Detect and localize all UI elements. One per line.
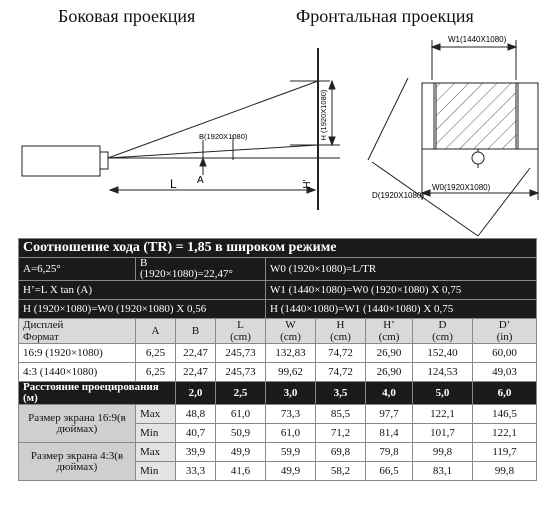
screen-4x3-max-row [19, 443, 537, 462]
summary-row-1 [19, 258, 537, 281]
cell: 74,72 [316, 344, 366, 363]
summary-title: Соотношение хода (TR) = 1,85 в широком режиме [19, 239, 537, 258]
cell: 97,7 [366, 405, 413, 424]
summary-hprime: H’=L X tan (A) [19, 281, 266, 300]
col-d: D (cm) [413, 319, 473, 344]
label-d: D(1920X1080) [372, 191, 425, 200]
label-b: B(1920X1080) [199, 132, 248, 141]
table-row-4x3 [19, 363, 537, 382]
label-w0: W0(1920X1080) [432, 183, 491, 192]
cell: 49,9 [266, 462, 316, 481]
cell: 66,5 [366, 462, 413, 481]
col-l: L (cm) [216, 319, 266, 344]
cell: 49,9 [216, 443, 266, 462]
cell: 3,0 [266, 382, 316, 405]
cell: 245,73 [216, 344, 266, 363]
col-b: B [176, 319, 216, 344]
side-view [22, 48, 340, 210]
cell: 69,8 [316, 443, 366, 462]
cell: 61,0 [216, 405, 266, 424]
cell: 245,73 [216, 363, 266, 382]
cell: 48,8 [176, 405, 216, 424]
summary-w0: W0 (1920×1080)=L/TR [266, 258, 537, 281]
cell: 22,47 [176, 344, 216, 363]
summary-row-3 [19, 300, 537, 319]
distance-row [19, 382, 537, 405]
cell: 58,2 [316, 462, 366, 481]
column-header-row [19, 319, 537, 344]
screen-16x9-label: Размер экрана 16:9(в дюймах) [19, 405, 136, 443]
row-format: 16:9 (1920×1080) [19, 344, 136, 363]
front-view-heading: Фронтальная проекция [296, 6, 474, 26]
cell: 50,9 [216, 424, 266, 443]
cell: 122,1 [473, 424, 537, 443]
col-w: W (cm) [266, 319, 316, 344]
col-h: H (cm) [316, 319, 366, 344]
kind-max: Max [136, 443, 176, 462]
cell: 81,4 [366, 424, 413, 443]
cell: 122,1 [413, 405, 473, 424]
label-hprime: H' [302, 179, 313, 189]
col-hprime: H’ (cm) [366, 319, 413, 344]
projector-lens [100, 152, 108, 169]
summary-title-row [19, 239, 537, 258]
cell: 5,0 [413, 382, 473, 405]
cell: 6,25 [136, 344, 176, 363]
cell: 40,7 [176, 424, 216, 443]
summary-h1440: H (1440×1080)=W1 (1440×1080) X 0,75 [266, 300, 537, 319]
cell: 6,0 [473, 382, 537, 405]
screen-4x3-label: Размер экрана 4:3(в дюймах) [19, 443, 136, 481]
cell: 26,90 [366, 363, 413, 382]
col-display-format: Дисплей Формат [19, 319, 136, 344]
cell: 132,83 [266, 344, 316, 363]
summary-a: A=6,25° [19, 258, 136, 281]
summary-row-2 [19, 281, 537, 300]
cell: 99,8 [473, 462, 537, 481]
dim-l-arrow-left [110, 187, 118, 193]
cell: 26,90 [366, 344, 413, 363]
cell: 41,6 [216, 462, 266, 481]
diag-ext-bottom [478, 168, 530, 236]
cell: 60,00 [473, 344, 537, 363]
cell: 99,8 [413, 443, 473, 462]
cell: 59,9 [266, 443, 316, 462]
cell: 119,7 [473, 443, 537, 462]
col-a: A [136, 319, 176, 344]
cell: 2,0 [176, 382, 216, 405]
cell: 85,5 [316, 405, 366, 424]
col-dprime: D’ (in) [473, 319, 537, 344]
summary-h1920: H (1920×1080)=W0 (1920×1080) X 0,56 [19, 300, 266, 319]
distance-label: Расстояние проецирования (м) [19, 382, 176, 405]
cell: 4,0 [366, 382, 413, 405]
cell: 49,03 [473, 363, 537, 382]
cell: 6,25 [136, 363, 176, 382]
kind-min: Min [136, 462, 176, 481]
cell: 83,1 [413, 462, 473, 481]
cell: 101,7 [413, 424, 473, 443]
cell: 33,3 [176, 462, 216, 481]
label-l: L [170, 177, 177, 191]
table-row-16x9 [19, 344, 537, 363]
cell: 71,2 [316, 424, 366, 443]
cell: 79,8 [366, 443, 413, 462]
kind-min: Min [136, 424, 176, 443]
cell: 124,53 [413, 363, 473, 382]
label-a: A [197, 175, 204, 186]
cell: 22,47 [176, 363, 216, 382]
label-h: H (1920X1080) [319, 89, 328, 141]
cell: 39,9 [176, 443, 216, 462]
diag-ext-top [368, 78, 408, 160]
kind-max: Max [136, 405, 176, 424]
summary-b: B (1920×1080)=22,47° [136, 258, 266, 281]
cell: 146,5 [473, 405, 537, 424]
label-w1: W1(1440X1080) [448, 35, 507, 44]
cell: 2,5 [216, 382, 266, 405]
summary-w1: W1 (1440×1080)=W0 (1920×1080) X 0,75 [266, 281, 537, 300]
screen-4x3-area [436, 83, 516, 149]
cell: 73,3 [266, 405, 316, 424]
spec-table [18, 238, 537, 481]
projector-body [22, 146, 100, 176]
cell: 99,62 [266, 363, 316, 382]
center-circle [472, 152, 484, 164]
cell: 74,72 [316, 363, 366, 382]
cell: 152,40 [413, 344, 473, 363]
projection-diagram [0, 0, 550, 240]
front-view [368, 40, 538, 236]
side-view-heading: Боковая проекция [58, 6, 196, 26]
cell: 3,5 [316, 382, 366, 405]
cell: 61,0 [266, 424, 316, 443]
row-format: 4:3 (1440×1080) [19, 363, 136, 382]
screen-16x9-max-row [19, 405, 537, 424]
